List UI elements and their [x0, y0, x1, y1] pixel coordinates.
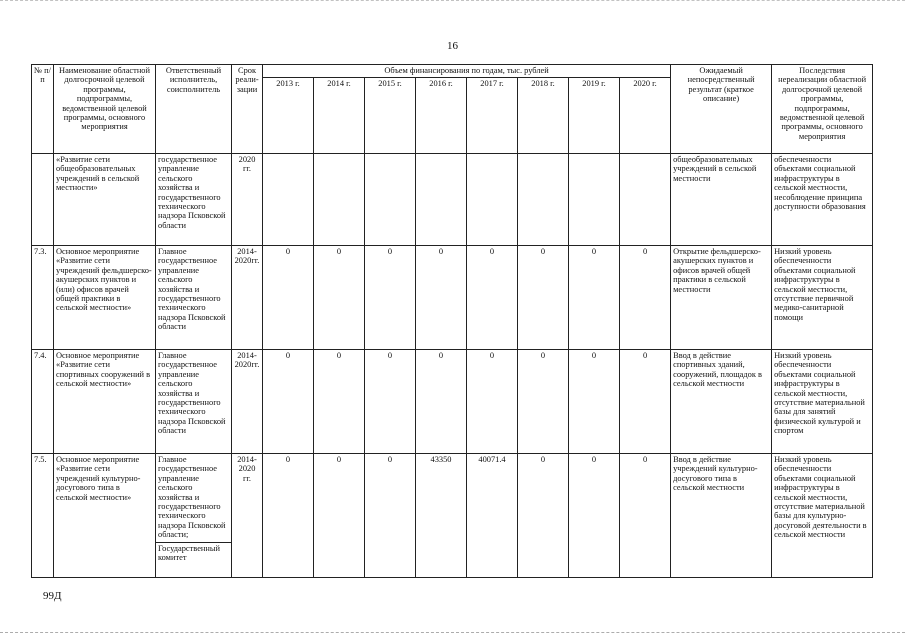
- row-num: [32, 154, 54, 246]
- header-row: [32, 65, 873, 78]
- row-value: 0: [314, 350, 365, 454]
- row-value: 0: [467, 246, 518, 350]
- header-year: 2016 г.: [416, 78, 467, 154]
- row-value: [518, 154, 569, 246]
- header-consequences: Последствия нереализации областной долгосрочной целевой программы, подпрограммы, ведомственной целевой программы, основного мероприятия: [772, 65, 873, 154]
- scan-edge-top: [0, 0, 905, 3]
- financing-table: [31, 64, 873, 578]
- header-year: 2013 г.: [263, 78, 314, 154]
- page-number: 16: [447, 40, 458, 52]
- row-value: [416, 154, 467, 246]
- row-value: [467, 154, 518, 246]
- table-row: [32, 350, 873, 454]
- row-value: 0: [569, 246, 620, 350]
- header-term: Срок реали-зации: [232, 65, 263, 154]
- row-value: 0: [620, 350, 671, 454]
- row-value: [620, 154, 671, 246]
- row-value: 0: [365, 454, 416, 578]
- row-value: 0: [620, 246, 671, 350]
- row-value: 0: [569, 454, 620, 578]
- row-value: [314, 154, 365, 246]
- row-value: 0: [365, 246, 416, 350]
- row-responsible: [156, 454, 232, 578]
- scan-edge-bottom: [0, 632, 905, 635]
- header-year: 2014 г.: [314, 78, 365, 154]
- row-responsible: государственное управление сельского хозяйства и государственного технического надзора Псковской области: [156, 154, 232, 246]
- row-value: 43350: [416, 454, 467, 578]
- row-value: 0: [569, 350, 620, 454]
- row-value: 0: [467, 350, 518, 454]
- row-term: 2014-2020гг.: [232, 350, 263, 454]
- row-num: 7.4.: [32, 350, 54, 454]
- row-value: 0: [314, 454, 365, 578]
- row-result: общеобразовательных учреждений в сельской местности: [671, 154, 772, 246]
- row-value: 0: [365, 350, 416, 454]
- header-responsible: Ответственный исполнитель, соисполнитель: [156, 65, 232, 154]
- row-consequences: Низкий уровень обеспеченности объектами социальной инфраструктуры в сельской местности, отсутствие материальной базы для культурно-досуговой деятельности в сельской местности: [772, 454, 873, 578]
- row-term: 2014-2020 гг.: [232, 454, 263, 578]
- row-responsible-extra: Государственный комитет: [156, 542, 231, 563]
- row-num: 7.5.: [32, 454, 54, 578]
- row-consequences: Низкий уровень обеспеченности объектами социальной инфраструктуры в сельской местности, отсутствие первичной медико-санитарной помощи: [772, 246, 873, 350]
- header-year: 2019 г.: [569, 78, 620, 154]
- footer-code: 99Д: [43, 590, 62, 602]
- header-year: 2020 г.: [620, 78, 671, 154]
- row-value: 0: [263, 454, 314, 578]
- header-result: Ожидаемый непосредственный результат (краткое описание): [671, 65, 772, 154]
- row-consequences: обеспеченности объектами социальной инфраструктуры в сельской местности, несоблюдение принципа доступности образования: [772, 154, 873, 246]
- row-value: 0: [518, 350, 569, 454]
- row-consequences: Низкий уровень обеспеченности объектами социальной инфраструктуры в сельской местности, отсутствие материальной базы для занятий физической культурой и спортом: [772, 350, 873, 454]
- header-financing: Объем финансирования по годам, тыс. рублей: [263, 65, 671, 78]
- row-result: Открытие фельдшерско-акушерских пунктов и офисов врачей общей практики в сельской местности: [671, 246, 772, 350]
- row-name: «Развитие сети общеобразовательных учреждений в сельской местности»: [54, 154, 156, 246]
- row-value: 0: [518, 246, 569, 350]
- row-value: 0: [518, 454, 569, 578]
- header-year: 2015 г.: [365, 78, 416, 154]
- row-name: Основное мероприятие «Развитие сети спортивных сооружений в сельской местности»: [54, 350, 156, 454]
- row-name: Основное мероприятие «Развитие сети учреждений фельдшерско-акушерских пунктов и (или) офисов врачей общей практики в сельской местности»: [54, 246, 156, 350]
- row-value: 0: [416, 246, 467, 350]
- table-row: [32, 154, 873, 246]
- row-term: 2020 гг.: [232, 154, 263, 246]
- row-value: 0: [263, 246, 314, 350]
- header-year: 2017 г.: [467, 78, 518, 154]
- table-row: [32, 246, 873, 350]
- row-value: 0: [416, 350, 467, 454]
- row-value: 0: [314, 246, 365, 350]
- row-value: 40071.4: [467, 454, 518, 578]
- row-value: [569, 154, 620, 246]
- row-value: 0: [263, 350, 314, 454]
- row-num: 7.3.: [32, 246, 54, 350]
- header-year: 2018 г.: [518, 78, 569, 154]
- row-result: Ввод в действие учреждений культурно-досугового типа в сельской местности: [671, 454, 772, 578]
- row-result: Ввод в действие спортивных зданий, сооружений, площадок в сельской местности: [671, 350, 772, 454]
- row-name: Основное мероприятие «Развитие сети учреждений культурно-досугового типа в сельской местности»: [54, 454, 156, 578]
- row-responsible-main: Главное государственное управление сельского хозяйства и государственного технического надзора Псковской области;: [158, 455, 226, 540]
- row-responsible: Главное государственное управление сельского хозяйства и государственного технического надзора Псковской области: [156, 246, 232, 350]
- row-value: [365, 154, 416, 246]
- header-name: Наименование областной долгосрочной целевой программы, подпрограммы, ведомственной целевой программы, основного мероприятия: [54, 65, 156, 154]
- row-term: 2014-2020гг.: [232, 246, 263, 350]
- header-num: № п/п: [32, 65, 54, 154]
- table-row: [32, 454, 873, 578]
- row-value: [263, 154, 314, 246]
- row-responsible: Главное государственное управление сельского хозяйства и государственного технического надзора Псковской области: [156, 350, 232, 454]
- row-value: 0: [620, 454, 671, 578]
